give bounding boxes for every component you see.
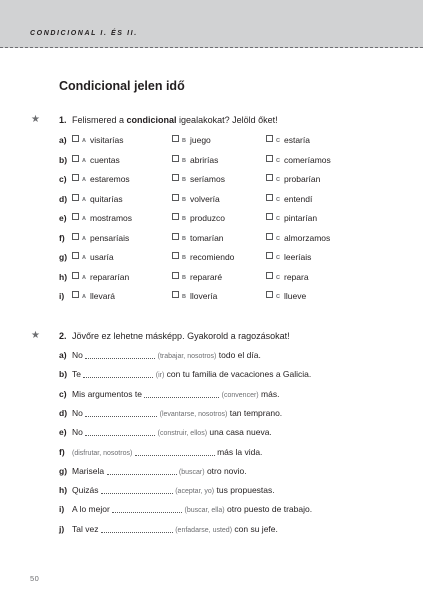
- option-word: repararé: [189, 271, 223, 282]
- answer-blank[interactable]: [85, 350, 155, 359]
- option-letter: C: [276, 255, 280, 261]
- option-letter: C: [276, 274, 280, 281]
- checkbox[interactable]: [72, 213, 79, 220]
- sentence-start: Tal vez: [72, 523, 99, 534]
- option-b[interactable]: [172, 233, 224, 243]
- exercise-1-number: 1.: [59, 115, 67, 125]
- checkbox[interactable]: [266, 252, 273, 259]
- exercise-2-instruction: Jövőre ez lehetne másképp. Gyakorold a ragozásokat!: [72, 331, 290, 341]
- option-a[interactable]: [72, 252, 114, 262]
- option-letter: C: [276, 294, 280, 300]
- verb-hint: (aceptar, yo): [175, 488, 215, 496]
- sentence-end: con su jefe.: [234, 523, 278, 534]
- option-b[interactable]: [172, 174, 225, 184]
- answer-blank[interactable]: [101, 524, 173, 533]
- option-c[interactable]: [266, 213, 317, 223]
- option-letter: C: [276, 157, 280, 164]
- option-word: estaría: [283, 135, 310, 145]
- sentence-start: Te: [72, 369, 81, 380]
- option-letter: A: [82, 138, 86, 144]
- option-letter: C: [276, 235, 280, 242]
- checkbox[interactable]: [172, 233, 179, 240]
- row-label: b): [59, 369, 68, 380]
- sentence-end: más la vida.: [217, 446, 263, 457]
- checkbox[interactable]: [266, 213, 273, 220]
- option-letter: A: [82, 157, 86, 164]
- option-a[interactable]: [72, 233, 129, 243]
- fill-in-row: [59, 524, 278, 534]
- row-label: h): [59, 271, 68, 282]
- row-label: a): [59, 135, 67, 145]
- fill-in-row: [59, 408, 282, 418]
- row-label: c): [59, 388, 67, 399]
- answer-blank[interactable]: [135, 447, 215, 456]
- verb-hint: (disfrutar, nosotros): [72, 449, 133, 457]
- option-word: almorzamos: [283, 232, 331, 243]
- exercise-2-number: 2.: [59, 331, 67, 341]
- option-word: mostramos: [89, 213, 133, 223]
- sentence-end: con tu familia de vacaciones a Galicia.: [166, 369, 312, 380]
- sentence-start: Marisela: [72, 465, 105, 476]
- fill-in-row: [59, 504, 312, 514]
- option-word: pintarían: [283, 213, 318, 223]
- option-b[interactable]: [172, 194, 220, 204]
- checkbox[interactable]: [172, 252, 179, 259]
- option-word: seríamos: [189, 174, 225, 184]
- option-a[interactable]: [72, 291, 115, 301]
- instruction-pre: Felismered a: [72, 115, 127, 125]
- row-label: g): [59, 465, 68, 476]
- answer-blank[interactable]: [101, 485, 173, 494]
- row-label: d): [59, 407, 68, 418]
- sentence-start: No: [72, 427, 83, 438]
- checkbox[interactable]: [172, 213, 179, 220]
- option-letter: B: [182, 235, 186, 242]
- option-word: leeríais: [283, 252, 312, 262]
- option-b[interactable]: [172, 291, 217, 301]
- checkbox[interactable]: [172, 135, 179, 142]
- option-letter: B: [182, 255, 186, 261]
- checkbox[interactable]: [266, 135, 273, 142]
- option-letter: C: [276, 216, 280, 222]
- fill-in-row: [59, 350, 261, 360]
- checkbox[interactable]: [72, 174, 79, 181]
- option-a[interactable]: [72, 174, 130, 184]
- verb-hint: (convencer): [221, 391, 259, 399]
- option-letter: A: [82, 274, 86, 281]
- option-word: estaremos: [89, 174, 130, 184]
- answer-blank[interactable]: [83, 369, 153, 378]
- row-label: c): [59, 174, 67, 184]
- exercise-1-instruction: [72, 115, 278, 125]
- checkbox[interactable]: [72, 252, 79, 259]
- checkbox[interactable]: [72, 135, 79, 142]
- sentence-end: tus propuestas.: [216, 485, 275, 496]
- checkbox[interactable]: [72, 291, 79, 298]
- option-a[interactable]: [72, 194, 123, 204]
- fill-in-row: [59, 427, 272, 437]
- option-c[interactable]: [266, 155, 331, 165]
- sentence-end: otro puesto de trabajo.: [227, 504, 313, 515]
- option-c[interactable]: [266, 174, 320, 184]
- option-word: tomarían: [189, 232, 224, 243]
- answer-blank[interactable]: [112, 504, 182, 513]
- option-c[interactable]: [266, 233, 330, 243]
- answer-blank[interactable]: [144, 389, 219, 398]
- sentence-start: No: [72, 350, 83, 360]
- sentence-end: tan temprano.: [229, 407, 283, 418]
- header-divider: [0, 47, 423, 48]
- option-c[interactable]: [266, 194, 312, 204]
- verb-hint: (buscar): [178, 468, 205, 476]
- row-label: j): [59, 523, 65, 534]
- option-letter: B: [182, 294, 186, 300]
- option-word: quitarías: [89, 193, 123, 204]
- option-c[interactable]: [266, 135, 310, 145]
- checkbox[interactable]: [172, 174, 179, 181]
- sentence-start: Quizás: [72, 485, 99, 496]
- row-label: h): [59, 485, 68, 496]
- option-b[interactable]: [172, 135, 211, 145]
- option-word: recomiendo: [189, 252, 235, 262]
- option-letter: A: [82, 255, 86, 261]
- sentence-end: más.: [261, 388, 280, 399]
- option-word: pensaríais: [89, 232, 130, 243]
- checkbox[interactable]: [172, 155, 179, 162]
- answer-blank[interactable]: [107, 466, 177, 475]
- option-c[interactable]: [266, 291, 306, 301]
- option-letter: C: [276, 196, 280, 203]
- verb-hint: (construir, ellos): [157, 430, 208, 438]
- sentence-start: A lo mejor: [72, 504, 110, 515]
- row-label: d): [59, 193, 68, 204]
- row-label: g): [59, 252, 68, 262]
- option-letter: A: [82, 235, 86, 242]
- checkbox[interactable]: [72, 194, 79, 201]
- checkbox[interactable]: [266, 272, 273, 279]
- checkbox[interactable]: [72, 233, 79, 240]
- running-header: [0, 0, 423, 48]
- option-letter: C: [276, 177, 280, 183]
- sentence-end: otro novio.: [206, 465, 247, 476]
- option-letter: B: [182, 138, 186, 144]
- option-c[interactable]: [266, 272, 309, 282]
- checkbox[interactable]: [266, 194, 273, 201]
- page-number: 50: [30, 574, 40, 583]
- fill-in-row: [59, 466, 247, 476]
- option-letter: B: [182, 216, 186, 222]
- option-letter: B: [182, 274, 186, 281]
- option-letter: A: [82, 216, 86, 222]
- row-label: f): [59, 446, 65, 457]
- checkbox[interactable]: [72, 272, 79, 279]
- instruction-post: igealakokat? Jelöld őket!: [176, 115, 278, 125]
- option-letter: A: [82, 196, 86, 203]
- option-word: comeríamos: [283, 154, 331, 165]
- option-b[interactable]: [172, 213, 225, 223]
- option-word: llueve: [283, 291, 307, 301]
- fill-in-row: [59, 389, 279, 399]
- row-label: e): [59, 427, 67, 438]
- star-icon: ★: [31, 330, 40, 341]
- option-a[interactable]: [72, 135, 124, 145]
- verb-hint: (levantarse, nosotros): [159, 410, 228, 418]
- row-label: e): [59, 213, 67, 223]
- checkbox[interactable]: [72, 155, 79, 162]
- option-word: repararían: [89, 271, 130, 282]
- option-c[interactable]: [266, 252, 311, 262]
- row-label: f): [59, 232, 65, 243]
- answer-blank[interactable]: [85, 408, 157, 417]
- checkbox[interactable]: [172, 291, 179, 298]
- checkbox[interactable]: [266, 174, 273, 181]
- option-letter: A: [82, 294, 86, 300]
- row-label: i): [59, 504, 65, 515]
- option-word: produzco: [189, 213, 225, 223]
- option-word: cuentas: [89, 154, 120, 165]
- fill-in-row: [59, 369, 311, 379]
- checkbox[interactable]: [266, 291, 273, 298]
- option-word: usaría: [89, 252, 114, 262]
- sentence-end: una casa nueva.: [209, 427, 272, 438]
- option-word: probarían: [283, 174, 321, 184]
- fill-in-row: [59, 485, 275, 495]
- sentence-end: todo el día.: [218, 350, 261, 360]
- sentence-start: Mis argumentos te: [72, 388, 142, 399]
- verb-hint: (buscar, ella): [184, 507, 225, 515]
- verb-hint: (enfadarse, usted): [175, 526, 233, 534]
- section-title: Condicional jelen idő: [59, 79, 185, 93]
- checkbox[interactable]: [172, 194, 179, 201]
- answer-blank[interactable]: [85, 427, 155, 436]
- option-a[interactable]: [72, 155, 120, 165]
- option-word: volvería: [189, 193, 220, 204]
- option-b[interactable]: [172, 272, 222, 282]
- option-letter: B: [182, 157, 186, 164]
- header-title: CONDICIONAL I. ÉS II.: [30, 30, 138, 37]
- checkbox[interactable]: [266, 233, 273, 240]
- option-word: juego: [189, 135, 211, 145]
- option-b[interactable]: [172, 252, 234, 262]
- option-word: entendí: [283, 193, 313, 204]
- option-word: visitarías: [89, 135, 124, 145]
- option-word: llevará: [89, 291, 116, 301]
- row-label: i): [59, 291, 65, 301]
- verb-hint: (ir): [155, 372, 165, 380]
- option-letter: C: [276, 138, 280, 144]
- option-letter: B: [182, 177, 186, 183]
- checkbox[interactable]: [172, 272, 179, 279]
- option-b[interactable]: [172, 155, 218, 165]
- option-word: abrirías: [189, 154, 219, 165]
- option-letter: A: [82, 177, 86, 183]
- fill-in-row: [59, 447, 262, 457]
- verb-hint: (trabajar, nosotros): [157, 353, 217, 360]
- option-a[interactable]: [72, 272, 129, 282]
- instruction-bold: condicional: [126, 115, 177, 125]
- star-icon: ★: [31, 114, 40, 125]
- option-word: llovería: [189, 291, 218, 301]
- checkbox[interactable]: [266, 155, 273, 162]
- option-a[interactable]: [72, 213, 132, 223]
- option-letter: B: [182, 196, 186, 203]
- sentence-start: No: [72, 407, 83, 418]
- option-word: repara: [283, 271, 309, 282]
- row-label: a): [59, 350, 67, 360]
- row-label: b): [59, 154, 68, 165]
